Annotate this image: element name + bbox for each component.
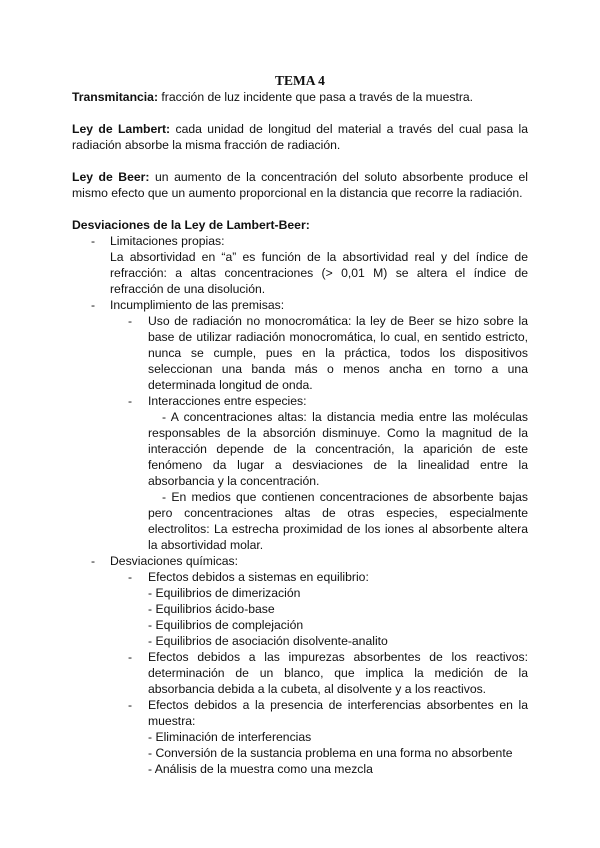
sub-list [110,313,528,553]
list-item-label: - Incumplimiento de las premisas: [110,298,285,312]
sub-item-interferencias [110,697,528,777]
sub-sub-list [148,729,528,777]
sub-sub-item: - Equilibrios de asociación disolvente-analito [148,634,388,648]
sub-sub-item: - Equilibrios de complejación [148,618,304,632]
sub-sub-list [148,585,528,649]
sub-item-equilibrio [110,569,528,649]
sub-sub-item: - Conversión de la sustancia problema en una forma no absorbente [148,746,513,760]
definition-text: cada unidad de longitud del material a través del cual pasa la radiación absorbe la misma fracción de radiación. [72,122,528,152]
sub-sub-item: - Equilibrios ácido-base [148,602,275,616]
sub-item-text: - Efectos debidos a las impurezas absorbentes de los reactivos: determinación de un blanco, que implica la medición de la absorbancia debida a la cubeta, al disolvente y a los reactivos. [148,650,528,696]
sub-sub-item: - Equilibrios de dimerización [148,586,301,600]
list-item-limitaciones [72,233,528,297]
definition-term: Transmitancia: [72,90,159,104]
page-title: TEMA 4 [275,73,325,88]
sub-sub-item: - Análisis de la muestra como una mezcla [148,762,373,776]
definition-transmitancia [72,89,528,105]
document-page [72,72,528,777]
sub-item-radiacion [110,313,528,393]
definition-lambert [72,121,528,153]
definition-term: Ley de Beer: [72,170,150,184]
definition-beer [72,169,528,201]
sub-item-text: - A concentraciones altas: la distancia media entre las moléculas responsables de la absorción disminuye. Como la magnitud de la interacción depende de la concentración, la aparición de este fenómeno da lugar a desviaciones de la linealidad entre la absorbancia y la concentración. [148,410,528,488]
sub-item-label: - Efectos debidos a sistemas en equilibrio: [148,570,369,584]
sub-sub-item: - Eliminación de interferencias [148,730,312,744]
section-heading: Desviaciones de la Ley de Lambert-Beer: [72,218,310,232]
list-item-label: - Limitaciones propias: [110,234,225,248]
sub-item-impurezas [110,649,528,697]
list-item-quimicas [72,553,528,777]
list-item-incumplimiento [72,297,528,553]
sub-item-label: - Interacciones entre especies: [148,394,307,408]
definition-text: fracción de luz incidente que pasa a través de la muestra. [158,90,474,104]
list-item-label: - Desviaciones químicas: [110,554,239,568]
definition-text: un aumento de la concentración del soluto absorbente produce el mismo efecto que un aumento proporcional en la distancia que recorre la radiación. [72,170,528,200]
definition-term: Ley de Lambert: [72,122,171,136]
sub-item-text: - En medios que contienen concentraciones de absorbente bajas pero concentraciones altas de otras especies, especialmente electrolitos: La estrecha proximidad de los iones al absorbente altera la absortividad molar. [148,490,528,552]
list-item-text: La absortividad en “a” es función de la absortividad real y del índice de refracción: a altas concentraciones (> 0,01 M) se altera el índice de refracción de una disolución. [110,250,528,296]
sub-item-label: - Efectos debidos a la presencia de interferencias absorbentes en la muestra: [148,698,528,728]
sub-item-interacciones [110,393,528,553]
sub-item-text: - Uso de radiación no monocromática: la ley de Beer se hizo sobre la base de utilizar radiación monocromática, lo cual, en sentido estricto, nunca se cumple, pues en la práctica, todos los dispositivos seleccionan una banda más o menos ancha en torno a una determinada longitud de onda. [148,314,528,392]
deviations-list [72,233,528,777]
sub-list [110,569,528,777]
